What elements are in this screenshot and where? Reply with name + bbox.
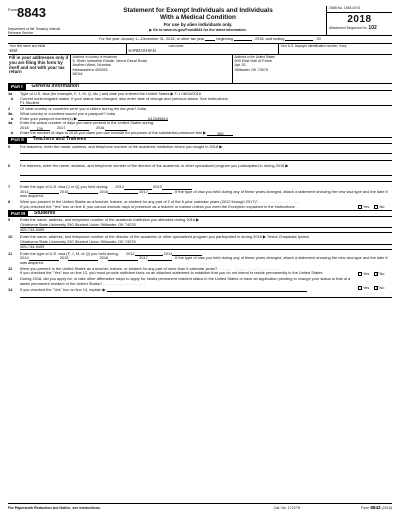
address-section (8, 55, 392, 84)
line-3a: 3a What country or countries issued you a passport? India (8, 111, 115, 117)
line-5: 5 For teachers, enter the name, address, and telephone number of the academic institution where you taught in 2018 ▶ (8, 143, 223, 149)
form-footer (8, 503, 392, 512)
line-4b: b Enter the number of days in 2018 you claim you can exclude for purposes of the substantial presence test ▶ 365 (8, 131, 392, 136)
line-11: 11 Enter the type of U.S. visa (F, J, M, or Q) you held during: 2012 2013 2014 2015 2016 2017 . If the type of visa you held during any of these years changed, attach a statement showing the new visa type and the date it was acquired. (8, 250, 388, 266)
tax-year-end-field[interactable] (285, 37, 313, 41)
line-13-yes-no: Yes ✓ No (358, 286, 392, 291)
student-institution-field[interactable]: Oklahoma State University 250 Student Union Stillwater, OK 74078 (20, 223, 392, 228)
tax-year-line: For the year January 1—December 31, 2018, or other tax year beginning , 2018, and ending , 20 (8, 36, 392, 44)
title-line-4: ▶ Go to www.irs.gov/Form8843 for the latest information. (149, 27, 247, 32)
form-8843-page (8, 6, 392, 512)
l11-visa-2016[interactable] (108, 257, 138, 261)
part-3-title: Students (34, 209, 56, 216)
passport-country-value[interactable]: India (106, 111, 115, 117)
line-12-yes-no: Yes ✓ No (358, 272, 392, 277)
line-12: 12 Were you present in the United States as a teacher, trainee, or student for any part of more than 5 calendar years? . . . . . . . . . . . . . . . . . . . . . . . . . . . . . Yes ✓ No (8, 267, 392, 272)
us-address-field[interactable]: Address in the United States 900 East Hall of Fame Apt 15 Stillwater OK 74075 (232, 55, 392, 84)
line-6: 6 For trainees, enter the name, address, and telephone number of the director of the academic or other specialized program you participated in during 2018 ▶ (8, 163, 289, 169)
trainee-director-field-2[interactable] (20, 176, 392, 182)
line-10: 10 Enter the name, address, and telephone number of the director of the academic or other specialized program you participated in during 2018 ▶ Trisha Chaparala Iyomsi (8, 234, 309, 239)
trainee-director-field[interactable] (20, 169, 392, 176)
sequence-number: 102 (368, 25, 377, 32)
line-4a-days: 2018 139 2017 2016 (20, 126, 392, 131)
part-2-header (8, 137, 392, 144)
paperwork-notice: For Paperwork Reduction Act Notice, see instructions. (8, 505, 101, 510)
program-director-address[interactable]: Oklahoma State University 250 Student Union Stillwater, OK 74078 (20, 240, 392, 245)
line-1a: 1a Type of U.S. visa (for example, F, J, M, Q, etc.) and date you entered the United States ▶ F-1 08/15/2016 (8, 91, 201, 96)
part-1-tag: Part I (8, 84, 26, 90)
last-name-field[interactable]: Last name KARDASHIAN (126, 44, 278, 55)
line-14-explain-field[interactable] (107, 288, 307, 292)
form-year: 2018 (347, 13, 372, 25)
l11-visa-2015[interactable] (68, 257, 98, 261)
part-1-title: General Information (31, 83, 80, 90)
passport-number-field[interactable]: A12345614 (78, 117, 168, 121)
line-1b: b Current nonimmigrant status. If your status has changed, also enter date of change and previous status. See instructions. (11, 95, 229, 101)
omb-number: OMB No. 1545-0074 (327, 6, 392, 13)
line-8: 8 Were you present in the United States as a teacher, trainee, or student for any part of 2 of the 6 prior calendar years (2012 through 2017)? . . . . . . . . . . . . . . . . . . . Yes No (8, 200, 392, 205)
form-header (8, 6, 392, 36)
program-director-phone[interactable]: 405-744-5459 (20, 245, 392, 250)
omb-block (326, 6, 392, 36)
line-14-explain-field-2[interactable] (20, 292, 392, 298)
part-3-header (8, 210, 392, 217)
line-9: 9 Enter the name, address, and telephone number of the academic institution you attended during 2018 ▶ (8, 217, 200, 223)
student-institution-phone[interactable]: 405-744-5459 (20, 228, 392, 233)
line-4a: 4a Enter the actual number of days you were present in the United States during: (8, 120, 155, 126)
l11-visa-2017[interactable] (148, 257, 172, 261)
teacher-institution-field-2[interactable] (20, 154, 392, 161)
line-7: 7 Enter the type of U.S. visa (J or Q) you held during: 2012 2013 2014 2015 2016 2017 . If the type of visa you held during any of these years changed, attach a statement showing the new visa type and the date it was acquired. (8, 183, 388, 199)
form-word: Form (8, 7, 18, 12)
line-2: 2 Of what country or countries were you a citizen during the tax year? India (8, 106, 146, 112)
foreign-address-field[interactable]: Address in country of residence 5, Shah Industrial Estate, Veera Desai Road Andheri West, Mumbai Maharashtra 400053 INDIA (70, 55, 232, 84)
title-line-1: Statement for Exempt Individuals and Individuals (123, 7, 273, 14)
name-row (8, 44, 392, 55)
line-14: 14 If you checked the "Yes" box on line 13, explain ▶ (8, 288, 392, 293)
part-1-header (8, 84, 392, 91)
days-2018-field[interactable]: 139 (30, 127, 50, 131)
l7-visa-2015[interactable] (68, 190, 98, 194)
address-instruction: Fill in your addresses only if you are filing this form by itself and not with your tax return (9, 55, 69, 75)
department-label: Department of the Treasury Internal Revenue Service (8, 27, 61, 35)
l7-visa-2017[interactable] (148, 190, 172, 194)
program-director-name[interactable]: Trisha Chaparala Iyomsi (266, 234, 309, 239)
visa-type-value[interactable]: F-1 08/15/2016 (174, 91, 201, 96)
line-3b: b Enter your passport number(s) ▶ A12345614 (11, 115, 168, 122)
first-name-field[interactable]: Your first name and initial KIM (9, 43, 46, 54)
line-8-note: If you checked the "Yes" box on line 8, you cannot exclude days of presence as a teacher or trainee unless you meet the Exception explained in the instructions. (20, 203, 296, 209)
tin-field[interactable]: Your U.S. taxpayer identification number, if any (278, 44, 392, 55)
part-2-title: Teachers and Trainees (32, 136, 87, 143)
title-line-3: For use by alien individuals only. (163, 21, 233, 27)
part-3-tag: Part III (8, 211, 28, 217)
tax-year-begin-field[interactable] (234, 37, 252, 41)
catalog-number: Cat. No. 17227H (273, 505, 301, 510)
line-13: 13 During 2018, did you apply for, or take other affirmative steps to apply for, lawful permanent resident status in the United States or have an application pending to change your status to that of a lawful permanent resident of the United States? . . . . . . . . . . . . . . . . . . . . Yes ✓ No (8, 277, 392, 286)
line-8-yes-no: Yes No (358, 205, 392, 210)
part-2-tag: Part II (8, 137, 27, 143)
line-12-note: If you checked the "Yes" box on line 12, you must provide sufficient facts on an attached statement to establish that you do not intend to reside permanently in the United States. (20, 270, 324, 276)
form-number-block (8, 5, 68, 35)
current-status-field[interactable]: F1 Student (20, 101, 392, 106)
title-line-2: With a Medical Condition (160, 14, 236, 22)
form-title (72, 7, 324, 32)
footer-form-id: Form 8843 (2018) (360, 505, 392, 511)
l7-visa-2016[interactable] (108, 190, 138, 194)
citizenship-value[interactable]: India (137, 106, 146, 112)
excluded-days-field[interactable]: 365 (207, 132, 233, 136)
attachment-sequence: Attachment Sequence No. 102 (329, 25, 377, 32)
form-number: 8843 (17, 5, 46, 20)
